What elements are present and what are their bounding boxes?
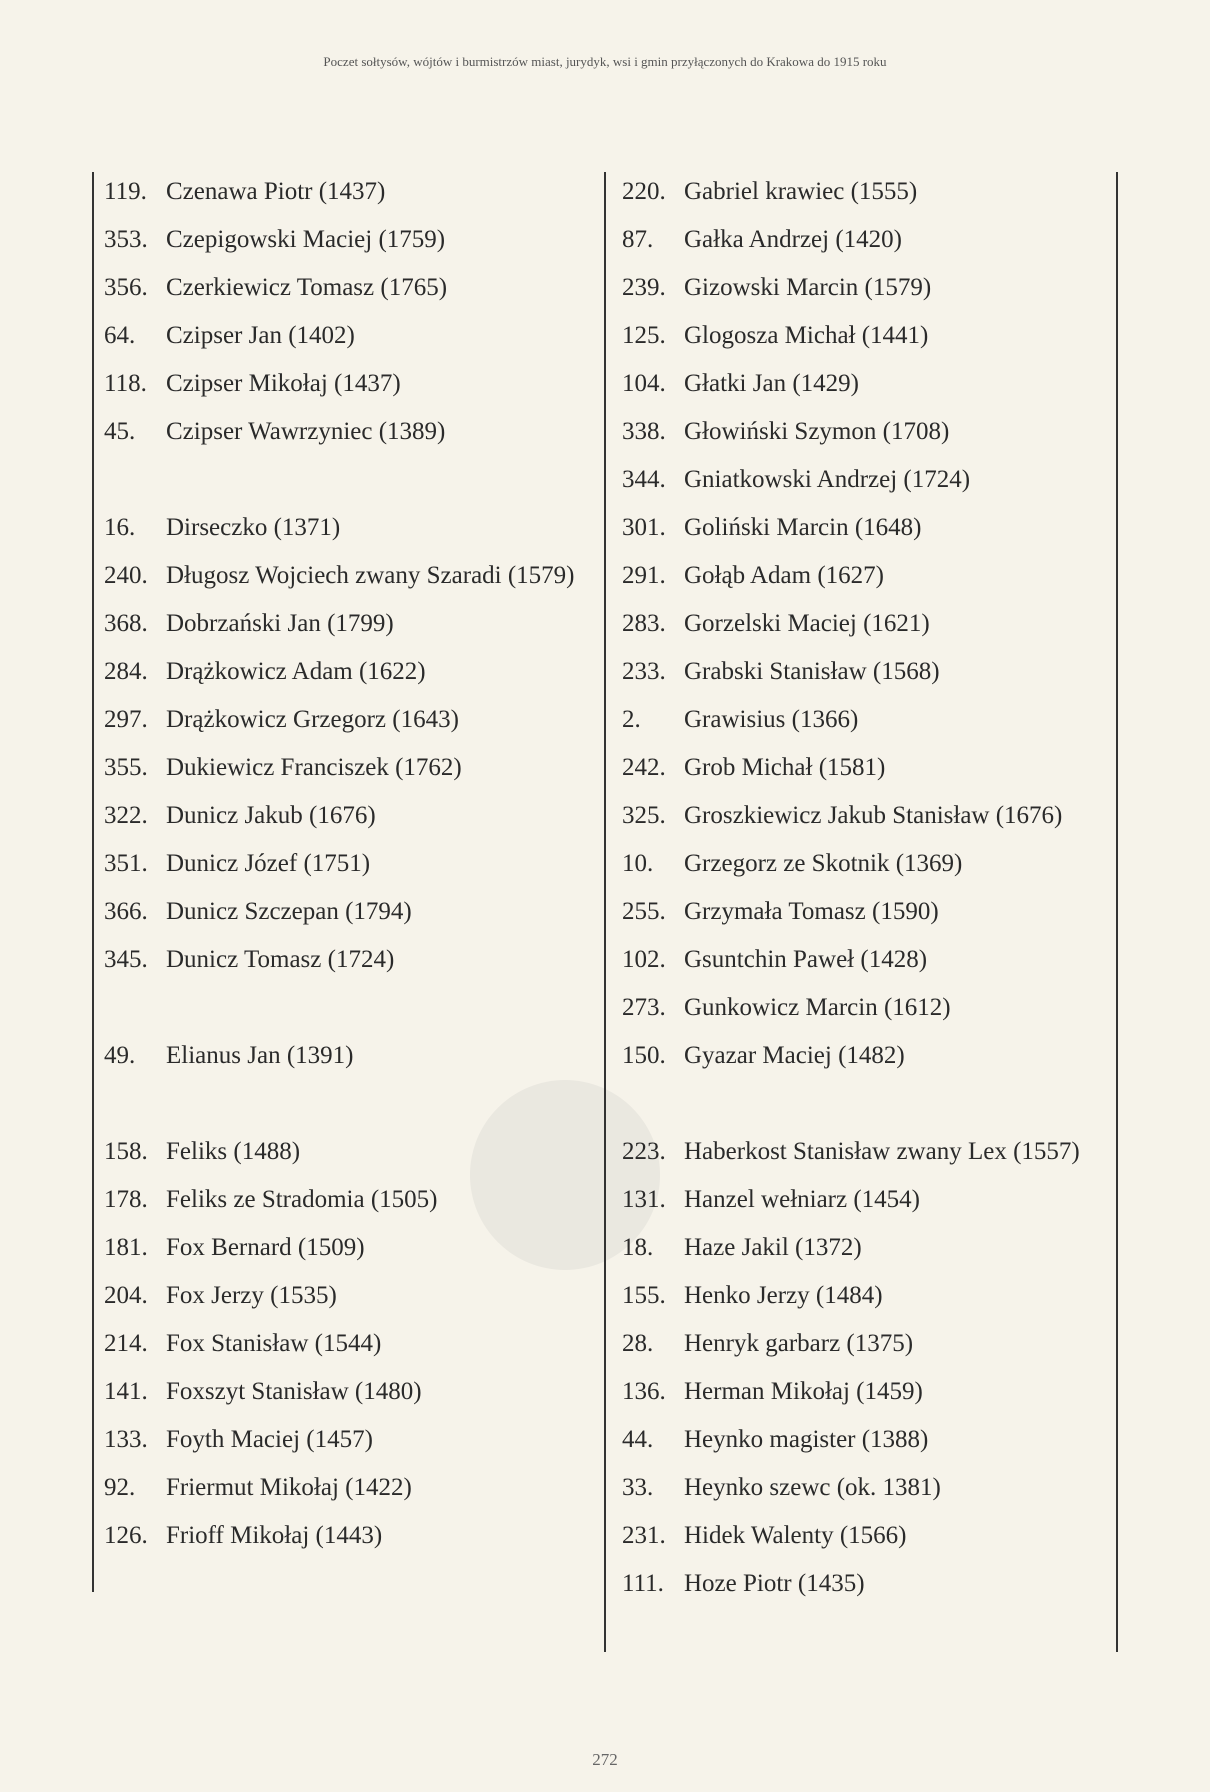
entry-name: Groszkiewicz Jakub Stanisław (1676) [684,802,1063,829]
entry-name: Długosz Wojciech zwany Szaradi (1579) [166,562,575,589]
index-entry [104,1464,594,1512]
entry-name: Hidek Walenty (1566) [684,1522,907,1549]
index-entry [622,408,1122,456]
index-entry [622,264,1122,312]
entry-name: Czepigowski Maciej (1759) [166,226,446,253]
entry-number: 223. [622,1138,666,1165]
entry-number: 338. [622,418,666,445]
entry-number: 28. [622,1330,654,1357]
index-entry [622,792,1122,840]
entry-name: Gsuntchin Paweł (1428) [684,946,928,973]
entry-name: Dobrzański Jan (1799) [166,610,394,637]
index-entry [104,744,594,792]
index-entry [622,1128,1122,1176]
entry-number: 155. [622,1282,666,1309]
entry-number: 158. [104,1138,148,1165]
index-entry [104,936,594,984]
entry-name: Foyth Maciej (1457) [166,1426,373,1453]
entry-number: 355. [104,754,148,781]
entry-name: Glogosza Michał (1441) [684,322,929,349]
entry-name: Gunkowicz Marcin (1612) [684,994,951,1021]
entry-number: 45. [104,418,136,445]
entry-name: Dunicz Jakub (1676) [166,802,376,829]
entry-name: Fox Stanisław (1544) [166,1330,382,1357]
entry-name: Gorzelski Maciej (1621) [684,610,930,637]
entry-name: Friermut Mikołaj (1422) [166,1474,412,1501]
entry-name: Henryk garbarz (1375) [684,1330,914,1357]
entry-name: Gyazar Maciej (1482) [684,1042,905,1069]
entry-name: Haze Jakil (1372) [684,1234,862,1261]
entry-number: 111. [622,1570,664,1597]
index-entry [104,1320,594,1368]
entry-number: 64. [104,322,136,349]
entry-number: 18. [622,1234,654,1261]
entry-number: 344. [622,466,666,493]
index-entry [104,216,594,264]
entry-number: 366. [104,898,148,925]
entry-name: Grawisius (1366) [684,706,859,733]
index-entry [622,552,1122,600]
entry-number: 284. [104,658,148,685]
index-entry [622,1464,1122,1512]
entry-name: Czipser Jan (1402) [166,322,355,349]
entry-name: Czipser Mikołaj (1437) [166,370,401,397]
letter-group-gap [104,456,594,504]
entry-number: 44. [622,1426,654,1453]
entry-number: 242. [622,754,666,781]
index-entry [104,600,594,648]
entry-number: 291. [622,562,666,589]
index-entry [622,216,1122,264]
right-index-column [622,168,1122,1608]
index-entry [104,888,594,936]
entry-name: Gniatkowski Andrzej (1724) [684,466,971,493]
index-entry [104,1176,594,1224]
entry-name: Foxszyt Stanisław (1480) [166,1378,422,1405]
entry-number: 133. [104,1426,148,1453]
entry-number: 141. [104,1378,148,1405]
index-entry [622,936,1122,984]
entry-name: Heynko szewc (ok. 1381) [684,1474,941,1501]
entry-name: Herman Mikołaj (1459) [684,1378,923,1405]
entry-name: Czenawa Piotr (1437) [166,178,386,205]
entry-name: Grabski Stanisław (1568) [684,658,940,685]
letter-group-gap [104,1080,594,1128]
entry-number: 255. [622,898,666,925]
entry-number: 119. [104,178,147,205]
index-entry [622,1368,1122,1416]
entry-number: 126. [104,1522,148,1549]
index-entry [622,1224,1122,1272]
index-entry [622,600,1122,648]
entry-name: Drążkowicz Grzegorz (1643) [166,706,459,733]
entry-name: Gizowski Marcin (1579) [684,274,932,301]
index-entry [104,696,594,744]
index-entry [622,1560,1122,1608]
index-entry [104,408,594,456]
entry-name: Drążkowicz Adam (1622) [166,658,426,685]
entry-name: Henko Jerzy (1484) [684,1282,883,1309]
index-entry [622,456,1122,504]
index-entry [622,744,1122,792]
entry-number: 240. [104,562,148,589]
entry-number: 368. [104,610,148,637]
entry-number: 125. [622,322,666,349]
index-entry [104,1032,594,1080]
entry-name: Czipser Wawrzyniec (1389) [166,418,446,445]
index-entry [104,504,594,552]
entry-number: 204. [104,1282,148,1309]
center-divider-rule [604,172,606,1652]
index-entry [622,312,1122,360]
index-entry [104,840,594,888]
index-entry [622,888,1122,936]
entry-number: 2. [622,706,641,733]
entry-number: 16. [104,514,136,541]
left-margin-rule [92,172,94,1592]
entry-number: 239. [622,274,666,301]
index-entry [622,1416,1122,1464]
entry-name: Dunicz Szczepan (1794) [166,898,412,925]
entry-name: Dukiewicz Franciszek (1762) [166,754,462,781]
entry-number: 33. [622,1474,654,1501]
entry-number: 231. [622,1522,666,1549]
index-entry [104,312,594,360]
entry-name: Hanzel wełniarz (1454) [684,1186,920,1213]
entry-name: Elianus Jan (1391) [166,1042,354,1069]
index-entry [104,552,594,600]
entry-number: 273. [622,994,666,1021]
entry-number: 10. [622,850,654,877]
entry-number: 87. [622,226,654,253]
entry-number: 351. [104,850,148,877]
entry-number: 136. [622,1378,666,1405]
entry-name: Gołąb Adam (1627) [684,562,884,589]
index-entry [622,1176,1122,1224]
entry-name: Czerkiewicz Tomasz (1765) [166,274,448,301]
entry-number: 322. [104,802,148,829]
index-entry [104,1512,594,1560]
index-entry [104,1368,594,1416]
index-entry [104,792,594,840]
entry-number: 283. [622,610,666,637]
entry-number: 118. [104,370,147,397]
index-entry [104,1272,594,1320]
left-index-column [104,168,594,1560]
entry-number: 92. [104,1474,136,1501]
index-entry [622,1272,1122,1320]
entry-number: 233. [622,658,666,685]
entry-name: Dirseczko (1371) [166,514,341,541]
entry-name: Haberkost Stanisław zwany Lex (1557) [684,1138,1080,1165]
entry-number: 102. [622,946,666,973]
index-entry [622,984,1122,1032]
index-entry [104,264,594,312]
index-entry [622,1512,1122,1560]
index-entry [104,1224,594,1272]
entry-name: Grzegorz ze Skotnik (1369) [684,850,963,877]
entry-name: Dunicz Tomasz (1724) [166,946,395,973]
index-entry [104,648,594,696]
entry-number: 178. [104,1186,148,1213]
entry-name: Goliński Marcin (1648) [684,514,922,541]
index-entry [622,648,1122,696]
entry-number: 345. [104,946,148,973]
entry-name: Grzymała Tomasz (1590) [684,898,939,925]
entry-number: 325. [622,802,666,829]
index-entry [622,696,1122,744]
entry-name: Hoze Piotr (1435) [684,1570,865,1597]
entry-number: 131. [622,1186,666,1213]
entry-name: Feliks (1488) [166,1138,301,1165]
entry-name: Fox Bernard (1509) [166,1234,365,1261]
entry-name: Gabriel krawiec (1555) [684,178,918,205]
entry-number: 220. [622,178,666,205]
index-entry [104,360,594,408]
entry-number: 104. [622,370,666,397]
letter-group-gap [622,1080,1122,1128]
entry-number: 356. [104,274,148,301]
index-entry [622,168,1122,216]
letter-group-gap [104,984,594,1032]
page-number: 272 [592,1750,618,1769]
entry-number: 150. [622,1042,666,1069]
entry-number: 214. [104,1330,148,1357]
entry-name: Grob Michał (1581) [684,754,886,781]
index-entry [104,168,594,216]
entry-name: Heynko magister (1388) [684,1426,929,1453]
index-entry [104,1416,594,1464]
entry-name: Frioff Mikołaj (1443) [166,1522,383,1549]
entry-number: 301. [622,514,666,541]
entry-name: Gałka Andrzej (1420) [684,226,902,253]
entry-number: 353. [104,226,148,253]
entry-name: Głowiński Szymon (1708) [684,418,950,445]
entry-name: Głatki Jan (1429) [684,370,859,397]
entry-number: 297. [104,706,148,733]
entry-name: Fox Jerzy (1535) [166,1282,337,1309]
index-entry [622,1320,1122,1368]
entry-name: Feliks ze Stradomia (1505) [166,1186,438,1213]
running-header: Poczet sołtysów, wójtów i burmistrzów miast, jurydyk, wsi i gmin przyłączonych do Krakowa do 1915 roku [323,54,887,69]
entry-number: 181. [104,1234,148,1261]
index-entry [622,1032,1122,1080]
entry-number: 49. [104,1042,136,1069]
entry-name: Dunicz Józef (1751) [166,850,371,877]
index-entry [622,504,1122,552]
index-entry [104,1128,594,1176]
index-entry [622,360,1122,408]
index-entry [622,840,1122,888]
